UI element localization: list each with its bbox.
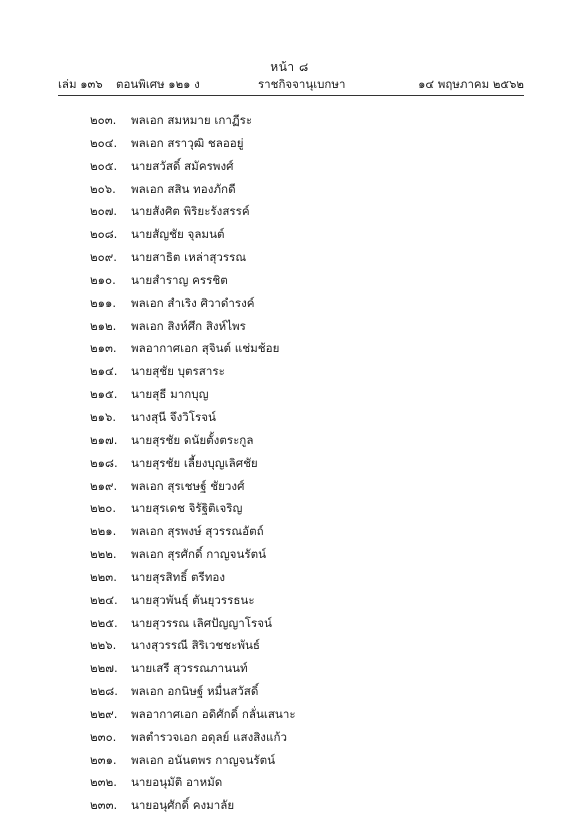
- list-item: [90, 612, 296, 635]
- list-item: [90, 634, 296, 657]
- list-item: [90, 383, 296, 406]
- list-item: [90, 543, 296, 566]
- name-list: [90, 109, 296, 817]
- entry-name: พลเอก สมหมาย เกาฏีระ: [131, 113, 253, 127]
- list-item: [90, 771, 296, 794]
- entry-name: นายสาธิต เหล่าสุวรรณ: [131, 250, 247, 265]
- list-item: [90, 703, 296, 726]
- list-item: [90, 520, 296, 543]
- entry-number: ๒๒๐.: [90, 501, 117, 516]
- entry-number: ๒๐๖.: [90, 181, 116, 196]
- entry-name: นายอนุมัติ อาหมัด: [131, 775, 223, 790]
- entry-name: นายสุวพันธุ์ ตันยุวรรธนะ: [131, 592, 255, 607]
- entry-name: พลเอก สสิน ทองภักดี: [131, 181, 236, 196]
- list-item: [90, 292, 296, 315]
- entry-name: นางสุนี จึงวิโรจน์: [131, 409, 216, 424]
- entry-name: นายสุชัย บุตรสาระ: [131, 364, 225, 379]
- entry-name: พลเอก สุรศักดิ์ กาญจนรัตน์: [131, 547, 267, 562]
- entry-number: ๒๒๙.: [90, 706, 118, 721]
- entry-name: พลเอก อกนิษฐ์ หมื่นสวัสดิ์: [131, 684, 259, 699]
- list-item: [90, 155, 296, 178]
- list-item: [90, 794, 296, 817]
- entry-name: พลอากาศเอก อดิศักดิ์ กลั่นเสนาะ: [131, 706, 296, 721]
- header-volume: เล่ม ๑๓๖: [58, 77, 103, 91]
- entry-number: ๒๑๘.: [90, 455, 118, 470]
- entry-number: ๒๒๑.: [90, 524, 117, 539]
- entry-number: ๒๑๔.: [90, 364, 118, 379]
- entry-name: นายสุรชัย เลี้ยงบุญเลิศชัย: [131, 455, 258, 470]
- list-item: [90, 269, 296, 292]
- entry-name: นายสุรเดช จิรัฐิติเจริญ: [131, 501, 243, 516]
- list-item: [90, 132, 296, 155]
- page-number: หน้า ๘: [270, 60, 309, 74]
- header-issue: ตอนพิเศษ ๑๒๑ ง: [116, 77, 200, 91]
- entry-name: นายสุรชัย ดนัยตั้งตระกูล: [131, 432, 254, 447]
- list-item: [90, 429, 296, 452]
- running-header: [58, 76, 524, 94]
- entry-number: ๒๒๗.: [90, 661, 118, 676]
- list-item: [90, 200, 296, 223]
- list-item: [90, 360, 296, 383]
- entry-name: พลเอก สำเริง ศิวาดำรงค์: [131, 295, 255, 310]
- list-item: [90, 749, 296, 772]
- entry-number: ๒๒๘.: [90, 684, 118, 699]
- list-item: [90, 497, 296, 520]
- entry-name: พลเอก สราวุฒิ ชลออยู่: [131, 135, 244, 150]
- entry-name: นายสุธี มากบุญ: [131, 387, 209, 402]
- header-journal-title: ราชกิจจานุเบกษา: [258, 77, 346, 91]
- entry-name: นายสังศิต พิริยะรังสรรค์: [131, 204, 250, 219]
- entry-name: พลเอก สิงห์ศึก สิงห์ไพร: [131, 318, 246, 333]
- list-item: [90, 657, 296, 680]
- entry-number: ๒๑๓.: [90, 341, 117, 356]
- entry-number: ๒๓๓.: [90, 798, 118, 813]
- list-item: [90, 406, 296, 429]
- list-item: [90, 178, 296, 201]
- list-item: [90, 337, 296, 360]
- entry-name: พลตำรวจเอก อดุลย์ แสงสิงแก้ว: [131, 729, 287, 744]
- entry-number: ๒๑๒.: [90, 318, 117, 333]
- entry-number: ๒๑๐.: [90, 272, 116, 287]
- list-item: [90, 315, 296, 338]
- entry-name: นายสำราญ ครรชิต: [131, 272, 228, 287]
- entry-number: ๒๑๕.: [90, 387, 118, 402]
- list-item: [90, 680, 296, 703]
- list-item: [90, 223, 296, 246]
- entry-number: ๒๒๔.: [90, 592, 118, 607]
- entry-name: นางสุวรรณี สิริเวชชะพันธ์: [131, 638, 260, 653]
- list-item: [90, 246, 296, 269]
- entry-number: ๒๑๙.: [90, 478, 118, 493]
- entry-name: พลเอก สุรพงษ์ สุวรรณอัตถ์: [131, 524, 264, 539]
- list-item: [90, 726, 296, 749]
- entry-number: ๒๒๒.: [90, 547, 117, 562]
- entry-name: นายอนุศักดิ์ คงมาลัย: [131, 798, 235, 813]
- header-divider: [58, 95, 524, 96]
- entry-number: ๒๑๗.: [90, 432, 118, 447]
- entry-number: ๒๓๑.: [90, 752, 117, 767]
- entry-number: ๒๐๕.: [90, 158, 118, 173]
- entry-name: พลอากาศเอก สุจินต์ แช่มช้อย: [131, 341, 280, 356]
- entry-name: นายสวัสดิ์ สมัครพงศ์: [131, 158, 234, 173]
- entry-name: พลเอก สุรเชษฐ์ ชัยวงศ์: [131, 478, 245, 493]
- entry-name: นายเสรี สุวรรณภานนท์: [131, 661, 248, 676]
- list-item: [90, 589, 296, 612]
- list-item: [90, 566, 296, 589]
- entry-number: ๒๐๔.: [90, 135, 118, 150]
- entry-number: ๒๒๕.: [90, 615, 118, 630]
- entry-name: นายสัญชัย จุลมนต์: [131, 227, 225, 242]
- entry-number: ๒๐๘.: [90, 227, 118, 242]
- list-item: [90, 109, 296, 132]
- list-item: [90, 452, 296, 475]
- entry-number: ๒๑๖.: [90, 409, 117, 424]
- header-date: ๑๔ พฤษภาคม ๒๕๖๒: [418, 77, 524, 91]
- entry-name: นายสุรสิทธิ์ ตรีทอง: [131, 569, 226, 584]
- entry-number: ๒๒๓.: [90, 569, 117, 584]
- entry-number: ๒๒๖.: [90, 638, 117, 653]
- entry-number: ๒๑๑.: [90, 295, 117, 310]
- entry-number: ๒๐๓.: [90, 113, 117, 127]
- entry-number: ๒๐๙.: [90, 250, 117, 265]
- entry-number: ๒๓๐.: [90, 729, 117, 744]
- entry-number: ๒๓๒.: [90, 775, 117, 790]
- entry-number: ๒๐๗.: [90, 204, 118, 219]
- entry-name: นายสุวรรณ เลิศปัญญาโรจน์: [131, 615, 272, 630]
- entry-name: พลเอก อนันตพร กาญจนรัตน์: [131, 752, 276, 767]
- list-item: [90, 475, 296, 498]
